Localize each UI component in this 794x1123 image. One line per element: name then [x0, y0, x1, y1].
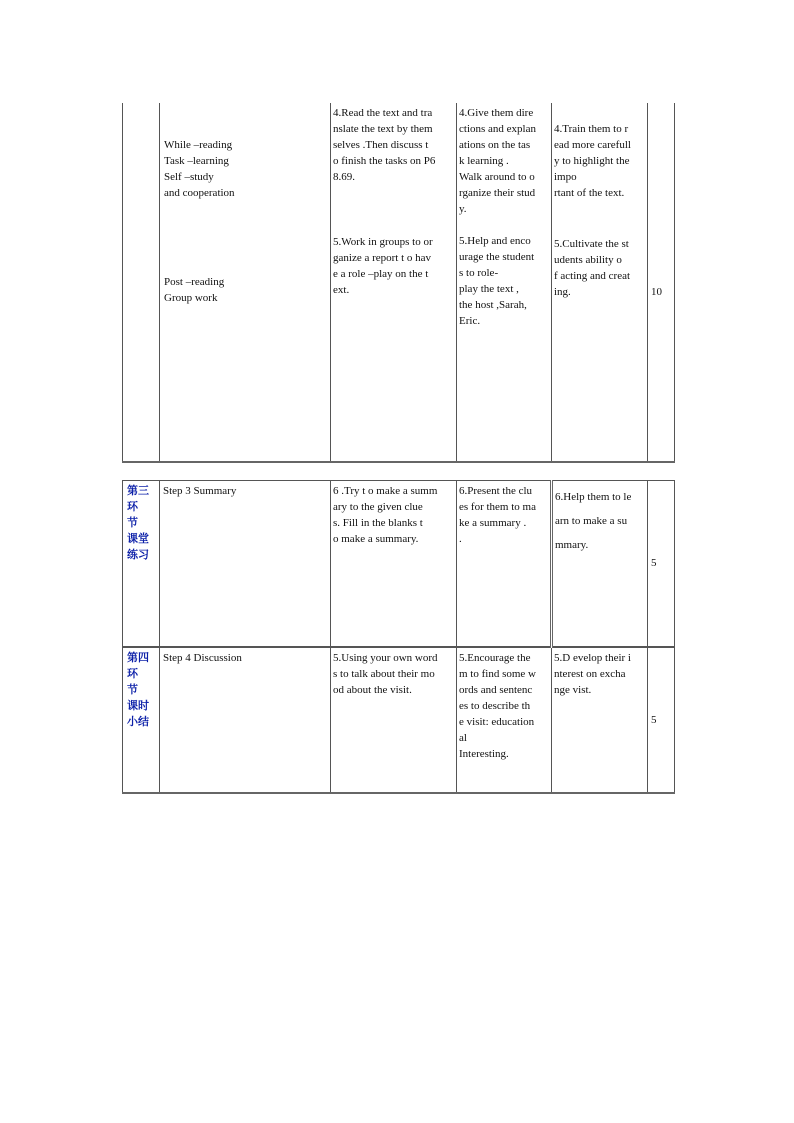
student-activity-cell: 4.Read the text and tra nslate the text by them selves .Then discuss t o finish the tasks on P6 8.69. — [331, 103, 457, 226]
phase-cell: Post –reading Group work — [160, 226, 331, 462]
lesson-plan-table — [122, 480, 675, 794]
lesson-plan-table-continued — [122, 103, 675, 463]
time-cell: 5 — [648, 647, 675, 793]
table-row — [123, 103, 675, 226]
student-activity-cell: 5.Work in groups to or ganize a report t o hav e a role –play on the t ext. — [331, 226, 457, 462]
teacher-activity-cell: 6.Present the clu es for them to ma ke a summary . . — [457, 481, 552, 647]
teacher-activity-cell: 5.Help and enco urage the student s to role- play the text , the host ,Sarah, Eric. — [457, 226, 552, 462]
table-row — [123, 481, 675, 647]
teacher-activity-cell: 5.Encourage the m to find some w ords and sentenc es to describe th e visit: education al Interesting. — [457, 647, 552, 793]
time-cell: 5 — [648, 481, 675, 647]
table-row — [123, 647, 675, 793]
purpose-cell: 5.Cultivate the st udents ability o f acting and creat ing. — [552, 226, 648, 462]
stage-cell — [123, 103, 160, 226]
student-activity-cell: 6 .Try t o make a summ ary to the given clue s. Fill in the blanks t o make a summary. — [331, 481, 457, 647]
phase-cell: While –reading Task –learning Self –study and cooperation — [160, 103, 331, 226]
stage-cell — [123, 226, 160, 462]
teacher-activity-cell: 4.Give them dire ctions and explan ations on the tas k learning . Walk around to o rganize their stud y. — [457, 103, 552, 226]
stage-label: 第三 环 节 课堂 练习 — [123, 481, 160, 647]
phase-cell: Step 3 Summary — [160, 481, 331, 647]
purpose-cell: 4.Train them to r ead more carefull y to highlight the impo rtant of the text. — [552, 103, 648, 226]
student-activity-cell: 5.Using your own word s to talk about their mo od about the visit. — [331, 647, 457, 793]
purpose-cell: 5.D evelop their i nterest on excha nge vist. — [552, 647, 648, 793]
table-row — [123, 226, 675, 462]
time-cell — [648, 103, 675, 226]
phase-cell: Step 4 Discussion — [160, 647, 331, 793]
time-cell: 10 — [648, 226, 675, 462]
stage-label: 第四 环 节 课时 小结 — [123, 647, 160, 793]
purpose-cell: 6.Help them to le arn to make a su mmary. — [552, 481, 648, 647]
